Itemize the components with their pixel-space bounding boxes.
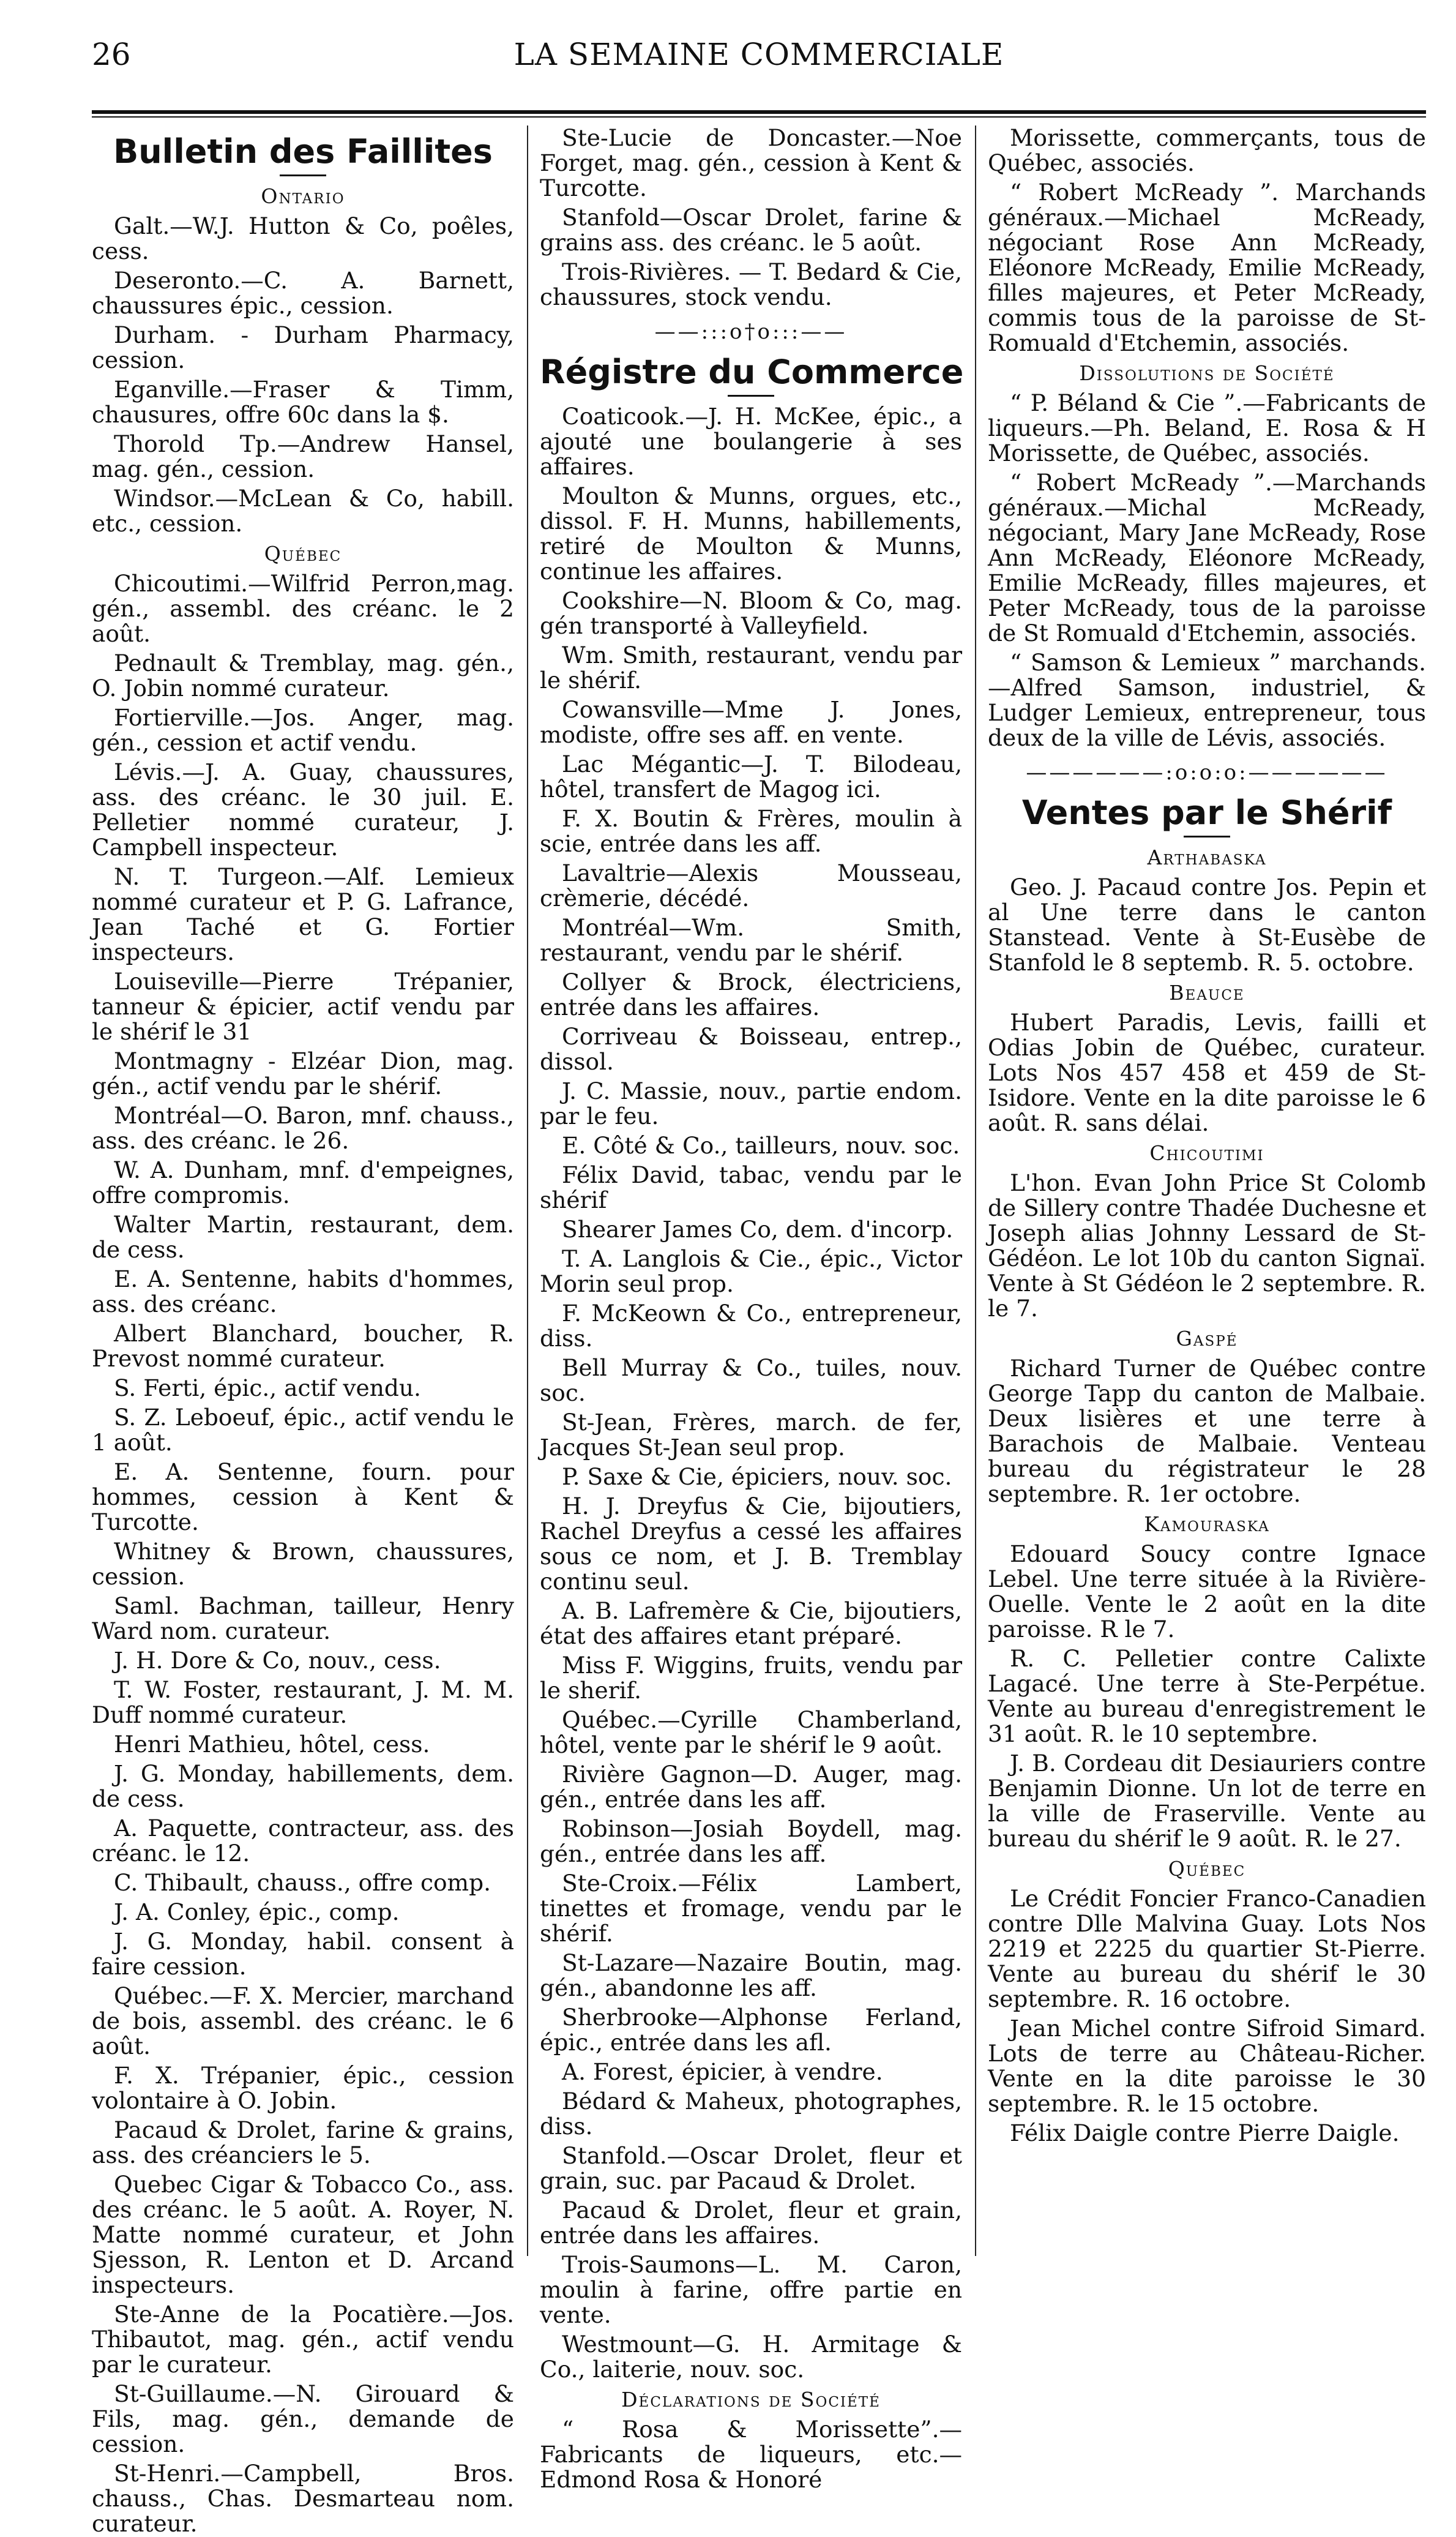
list-item: A. Forest, épicier, à vendre.: [562, 2058, 883, 2085]
list-item: J. C. Massie, nouv., partie endom. par le feu.: [540, 1077, 962, 1130]
list-item: Trois-Saumons—L. M. Caron, moulin à farine, offre partie en vente.: [540, 2251, 962, 2328]
list-item: T. A. Langlois & Cie., épic., Victor Morin seul prop.: [540, 1245, 962, 1297]
list-item: Collyer & Brock, électriciens, entrée dans les affaires.: [540, 969, 962, 1021]
list-item: Hubert Paradis, Levis, failli et Odias Jobin de Québec, curateur. Lots Nos 457 458 et 459 de St-Isidore. Vente en la dite paroisse le 6 août. R. sans délai.: [988, 1009, 1426, 1136]
list-item: Ste-Croix.—Félix Lambert, tinettes et fromage, vendu par le shérif.: [540, 1870, 962, 1947]
list-item: Pacaud & Drolet, fleur et grain, entrée dans les affaires.: [540, 2197, 962, 2249]
list-item: Morissette, commerçants, tous de Québec, associés.: [988, 124, 1426, 176]
continued-entries: [540, 126, 962, 310]
list-item: F. McKeown & Co., entrepreneur, diss.: [540, 1300, 962, 1352]
heading-dash: [280, 174, 326, 176]
list-item: Montmagny - Elzéar Dion, mag. gén., actif vendu par le shérif.: [92, 1047, 514, 1100]
list-item: S. Ferti, épic., actif vendu.: [114, 1374, 421, 1401]
list-item: P. Saxe & Cie, épiciers, nouv. soc.: [562, 1463, 952, 1490]
list-item: “ Robert McReady ”.—Marchands généraux.—Michal McReady, négociant, Mary Jane McReady, Rose Ann McReady, Eléonore McReady, Emilie McReady, filles majeures, et Peter McReady, tous de la paroisse de St Romuald d'Etchemin, associés.: [988, 469, 1426, 646]
list-item: L'hon. Evan John Price St Colomb de Sillery contre Thadée Duchesne et Joseph alias Johnny Lessard de St-Gédéon. Le lot 10b du canton Signaï. Vente à St Gédéon le 2 septembre. R. le 7.: [988, 1169, 1427, 1322]
list-item: Edouard Soucy contre Ignace Lebel. Une terre située à la Rivière-Ouelle. Vente le 2 août en la dite paroisse. R le 7.: [988, 1540, 1426, 1643]
page-header: [92, 24, 1426, 98]
header-rule-thick: [92, 110, 1426, 114]
section-heading-registre: Régistre du Commerce: [540, 353, 964, 391]
list-item: Montréal—Wm. Smith, restaurant, vendu par le shérif.: [540, 914, 962, 966]
list-item: S. Z. Leboeuf, épic., actif vendu le 1 août.: [92, 1404, 514, 1456]
subheading-declarations: Déclarations de Société: [621, 2388, 881, 2411]
list-item: Henri Mathieu, hôtel, cess.: [114, 1731, 430, 1758]
faillites-regions: [92, 184, 514, 2536]
list-item: Robinson—Josiah Boydell, mag. gén., entrée dans les aff.: [540, 1815, 962, 1867]
list-item: Jean Michel contre Sifroid Simard. Lots de terre au Château-Richer. Vente en la dite paroisse le 30 septembre. R. le 15 octobre.: [988, 2015, 1426, 2117]
list-item: Albert Blanchard, boucher, R. Prevost nommé curateur.: [92, 1320, 514, 1372]
list-item: E. A. Sentenne, fourn. pour hommes, cession à Kent & Turcotte.: [92, 1458, 514, 1535]
column-2: [540, 124, 964, 2493]
list-item: A. Paquette, contracteur, ass. des créanc. le 12.: [92, 1815, 514, 1867]
section-heading-ventes: Ventes par le Shérif: [1021, 793, 1392, 832]
running-title: LA SEMAINE COMMERCIALE: [513, 37, 1004, 72]
list-item: Durham. - Durham Pharmacy, cession.: [92, 321, 514, 373]
list-item: Bédard & Maheux, photographes, diss.: [540, 2088, 962, 2140]
list-item: N. T. Turgeon.—Alf. Lemieux nommé curateur et P. G. Lafrance, Jean Taché et G. Fortier inspecteurs.: [92, 863, 514, 965]
section-ornament: ——:::o†o:::——: [654, 320, 848, 344]
list-item: J. H. Dore & Co, nouv., cess.: [114, 1647, 441, 1674]
list-item: A. B. Lafremère & Cie, bijoutiers, état des affaires etant préparé.: [540, 1597, 962, 1649]
list-item: Stanfold—Oscar Drolet, farine & grains ass. des créanc. le 5 août.: [540, 204, 962, 256]
list-item: Shearer James Co, dem. d'incorp.: [562, 1216, 954, 1243]
list-item: Saml. Bachman, tailleur, Henry Ward nom. curateur.: [92, 1592, 514, 1644]
region-heading: Gaspé: [1176, 1327, 1238, 1351]
list-item: Ste-Lucie de Doncaster.—Noe Forget, mag. gén., cession à Kent & Turcotte.: [540, 124, 962, 201]
list-item: Richard Turner de Québec contre George Tapp du canton de Malbaie. Deux lisières et une terre à Barachois de Malbaie. Venteau bureau du régistrateur le 28 septembre. R. 1er octobre.: [988, 1355, 1426, 1507]
list-item: T. W. Foster, restaurant, J. M. M. Duff nommé curateur.: [92, 1676, 514, 1728]
list-item: J. G. Monday, habillements, dem. de cess.: [92, 1760, 514, 1812]
list-item: Miss F. Wiggins, fruits, vendu par le sherif.: [540, 1652, 962, 1704]
heading-dash: [1184, 836, 1230, 838]
dissolutions-entries: [988, 391, 1426, 751]
list-item: H. J. Dreyfus & Cie, bijoutiers, Rachel Dreyfus a cessé les affaires sous ce nom, et J. B. Tremblay continu seul.: [540, 1493, 962, 1595]
list-item: Pacaud & Drolet, farine & grains, ass. des créanciers le 5.: [92, 2116, 514, 2168]
section-ornament: ——————:o:o:o:——————: [1026, 760, 1388, 785]
list-item: Geo. J. Pacaud contre Jos. Pepin et al Une terre dans le canton Stanstead. Vente à St-Eusèbe de Stanfold le 8 septemb. R. 5. octobre.: [988, 874, 1426, 976]
list-item: St-Lazare—Nazaire Boutin, mag. gén., abandonne les aff.: [540, 1949, 962, 2001]
list-item: Lavaltrie—Alexis Mousseau, crèmerie, décédé.: [540, 860, 962, 912]
list-item: J. B. Cordeau dit Desiauriers contre Benjamin Dionne. Un lot de terre en la ville de Fraserville. Vente au bureau du shérif le 9 août. R. le 27.: [988, 1750, 1426, 1852]
list-item: Montréal—O. Baron, mnf. chauss., ass. des créanc. le 26.: [92, 1102, 514, 1154]
ventes-regions: [988, 845, 1426, 2146]
list-item: Rivière Gagnon—D. Auger, mag. gén., entrée dans les aff.: [540, 1761, 962, 1813]
region-heading: Québec: [1168, 1857, 1246, 1881]
list-item: Sherbrooke—Alphonse Ferland, épic., entrée dans les afl.: [540, 2004, 962, 2056]
header-rule-thin: [92, 116, 1426, 118]
list-item: Louiseville—Pierre Trépanier, tanneur & épicier, actif vendu par le shérif le 31: [92, 968, 514, 1045]
list-item: J. A. Conley, épic., comp.: [114, 1898, 400, 1925]
column-1: [92, 126, 514, 2537]
list-item: Lac Mégantic—J. T. Bilodeau, hôtel, transfert de Magog ici.: [540, 751, 962, 803]
column-divider: [527, 126, 528, 2256]
region-heading: Ontario: [261, 184, 345, 208]
list-item: Chicoutimi.—Wilfrid Perron,mag. gén., assembl. des créanc. le 2 août.: [92, 570, 514, 647]
list-item: Lévis.—J. A. Guay, chaussures, ass. des créanc. le 30 juil. E. Pelletier nommé curateur, J. Campbell inspecteur.: [92, 759, 514, 861]
list-item: W. A. Dunham, mnf. d'empeignes, offre compromis.: [92, 1156, 514, 1209]
newspaper-page: [92, 24, 1427, 2537]
list-item: Whitney & Brown, chaussures, cession.: [92, 1538, 514, 1590]
list-item: “ P. Béland & Cie ”.—Fabricants de liqueurs.—Ph. Beland, E. Rosa & H Morissette, de Québec, associés.: [988, 389, 1426, 467]
list-item: J. G. Monday, habil. consent à faire cession.: [92, 1928, 514, 1980]
list-item: Fortierville.—Jos. Anger, mag. gén., cession et actif vendu.: [92, 704, 514, 756]
page-number: 26: [92, 37, 131, 72]
subheading-dissolutions: Dissolutions de Société: [1079, 361, 1335, 385]
list-item: Cookshire—N. Bloom & Co, mag. gén transporté à Valleyfield.: [540, 587, 962, 639]
list-item: Thorold Tp.—Andrew Hansel, mag. gén., cession.: [92, 430, 514, 482]
registre-entries: [540, 404, 962, 2382]
column-3: [988, 126, 1426, 2256]
list-item: Québec.—Cyrille Chamberland, hôtel, vente par le shérif le 9 août.: [540, 1706, 962, 1758]
declarations-entries: [540, 2417, 962, 2492]
list-item: St-Jean, Frères, march. de fer, Jacques St-Jean seul prop.: [540, 1409, 962, 1461]
column-divider: [975, 126, 976, 2256]
list-item: “ Samson & Lemieux ” marchands.—Alfred Samson, industriel, & Ludger Lemieux, entrepreneur, tous deux de la ville de Lévis, associés.: [988, 649, 1426, 751]
list-item: E. A. Sentenne, habits d'hommes, ass. des créanc.: [92, 1265, 514, 1317]
list-item: E. Côté & Co., tailleurs, nouv. soc.: [562, 1132, 960, 1159]
list-item: Eganville.—Fraser & Timm, chausures, offre 60c dans la $.: [92, 376, 514, 428]
list-item: Quebec Cigar & Tobacco Co., ass. des créanc. le 5 août. A. Royer, N. Matte nommé curateur, et John Sjesson, R. Lenton et D. Arcand inspecteurs.: [92, 2171, 514, 2298]
list-item: Québec.—F. X. Mercier, marchand de bois, assembl. des créanc. le 6 août.: [92, 1982, 514, 2059]
list-item: Le Crédit Foncier Franco-Canadien contre Dlle Malvina Guay. Lots Nos 2219 et 2225 du quartier St-Pierre. Vente au bureau du shérif le 30 septembre. R. 16 octobre.: [988, 1885, 1426, 2012]
list-item: Ste-Anne de la Pocatière.—Jos. Thibautot, mag. gén., actif vendu par le curateur.: [92, 2301, 514, 2378]
list-item: R. C. Pelletier contre Calixte Lagacé. Une terre à Ste-Perpétue. Vente au bureau d'enregistrement le 31 août. R. le 10 septembre.: [988, 1645, 1426, 1747]
list-item: St-Henri.—Campbell, Bros. chauss., Chas. Desmarteau nom. curateur.: [92, 2460, 514, 2537]
list-item: Félix David, tabac, vendu par le shérif: [540, 1161, 962, 1213]
list-item: Stanfold.—Oscar Drolet, fleur et grain, suc. par Pacaud & Drolet.: [540, 2142, 962, 2194]
continued-entries: [988, 126, 1426, 356]
list-item: Deseronto.—C. A. Barnett, chaussures épic., cession.: [92, 267, 514, 319]
region-heading: Beauce: [1169, 981, 1245, 1005]
section-heading-faillites: Bulletin des Faillites: [113, 132, 493, 171]
region-heading: Chicoutimi: [1149, 1141, 1264, 1165]
list-item: C. Thibault, chauss., offre comp.: [114, 1869, 491, 1896]
list-item: “ Robert McReady ”. Marchands généraux.—Michael McReady, négociant Rose Ann McReady, Eléonore McReady, Emilie McReady, filles majeures, et Peter McReady, commis tous de la paroisse de St-Romuald d'Etchemin, associés.: [988, 179, 1426, 356]
list-item: Pednault & Tremblay, mag. gén., O. Jobin nommé curateur.: [92, 650, 514, 702]
list-item: Walter Martin, restaurant, dem. de cess.: [92, 1211, 514, 1263]
list-item: F. X. Trépanier, épic., cession volontaire à O. Jobin.: [92, 2062, 514, 2114]
region-heading: Arthabaska: [1147, 845, 1267, 869]
heading-dash: [728, 395, 774, 397]
list-item: Windsor.—McLean & Co, habill. etc., cession.: [92, 485, 514, 537]
list-item: Coaticook.—J. H. McKee, épic., a ajouté une boulangerie à ses affaires.: [540, 403, 962, 480]
list-item: Bell Murray & Co., tuiles, nouv. soc.: [540, 1354, 962, 1406]
list-item: Galt.—W.J. Hutton & Co, poêles, cess.: [92, 212, 514, 264]
list-item: Corriveau & Boisseau, entrep., dissol.: [540, 1023, 962, 1075]
list-item: Trois-Rivières. — T. Bedard & Cie, chaussures, stock vendu.: [540, 258, 962, 310]
list-item: Wm. Smith, restaurant, vendu par le shérif.: [540, 642, 962, 694]
list-item: Félix Daigle contre Pierre Daigle.: [1010, 2119, 1400, 2146]
list-item: F. X. Boutin & Frères, moulin à scie, entrée dans les aff.: [540, 805, 962, 857]
list-item: Westmount—G. H. Armitage & Co., laiterie, nouv. soc.: [540, 2331, 962, 2383]
region-heading: Québec: [264, 542, 342, 566]
list-item: Moulton & Munns, orgues, etc., dissol. F. H. Munns, habillements, retiré de Moulton & Munns, continue les affaires.: [540, 482, 962, 585]
columns: [92, 124, 1427, 2537]
list-item: St-Guillaume.—N. Girouard & Fils, mag. gén., demande de cession.: [92, 2380, 514, 2457]
list-item: “ Rosa & Morissette”.—Fabricants de liqueurs, etc.—Edmond Rosa & Honoré: [540, 2416, 962, 2493]
list-item: Cowansville—Mme J. Jones, modiste, offre ses aff. en vente.: [540, 696, 962, 748]
region-heading: Kamouraska: [1144, 1512, 1270, 1536]
